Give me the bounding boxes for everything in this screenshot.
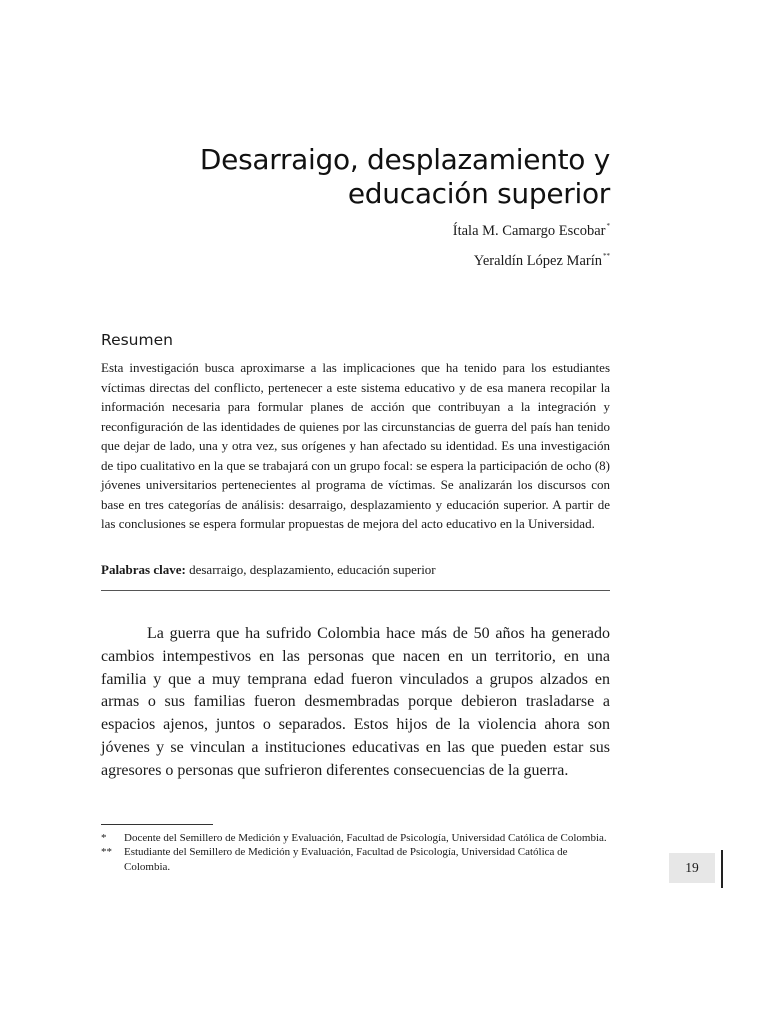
author-name: Yeraldín López Marín: [473, 253, 602, 269]
author-footnote-mark: *: [606, 222, 610, 230]
abstract-heading: Resumen: [101, 331, 173, 349]
abstract-divider: [101, 590, 610, 591]
article-title: [100, 143, 610, 211]
keywords-label: Palabras clave:: [101, 562, 186, 577]
keywords-value: desarraigo, desplazamiento, educación superior: [189, 562, 436, 577]
title-line-1: Desarraigo, desplazamiento y: [199, 143, 610, 176]
footnote-text: Estudiante del Semillero de Medición y Evaluación, Facultad de Psicología, Universidad Católica de Colombia.: [124, 846, 568, 873]
author-footnote-mark: **: [603, 252, 610, 260]
footnote-divider: [101, 824, 213, 825]
title-line-2: educación superior: [347, 177, 610, 210]
author-name: Ítala M. Camargo Escobar: [452, 223, 606, 239]
footnote-text: Docente del Semillero de Medición y Evaluación, Facultad de Psicología, Universidad Católica de Colombia.: [124, 832, 607, 844]
page-number: 19: [669, 853, 715, 883]
footnote-mark: **: [101, 846, 112, 859]
footnote: [101, 831, 610, 845]
body-paragraph: La guerra que ha sufrido Colombia hace más de 50 años ha generado cambios intempestivos en las personas que nacen en un territorio, en una familia y que a muy temprana edad fueron vinculados a grupos alzados en armas o sus familias fueron desmembradas porque debieron trasladarse a espacios ajenos, juntos o separados. Estos hijos de la violencia ahora son jóvenes y se vinculan a instituciones educativas en las que pueden estar sus agresores o personas que sufrieron diferentes consecuencias de la guerra.: [101, 625, 610, 779]
author-line: [300, 214, 610, 244]
abstract-text: Esta investigación busca aproximarse a las implicaciones que ha tenido para los estudiantes víctimas directas del conflicto, pertenecer a este sistema educativo y de esa manera recopilar la información necesaria para formular planes de acción que contribuyan a la integración y reconfiguración de las identidades de quienes por las circunstancias de guerra del país han tenido que dejar de lado, una y otra vez, sus orígenes y han afectado su identidad. Es una investigación de tipo cualitativo en la que se trabajará con un grupo focal: se espera la participación de ocho (8) jóvenes universitarios pertenecientes al programa de víctimas. Se analizarán los discursos con base en tres categorías de análisis: desarraigo, desplazamiento y educación superior. A partir de las conclusiones se espera formular propuestas de mejora del acto educativo en la Universidad.: [101, 360, 610, 531]
author-line: [300, 244, 610, 274]
footnotes: [101, 831, 610, 874]
keywords: [101, 560, 610, 579]
author-list: [300, 214, 610, 274]
page-number-bar: [721, 850, 723, 888]
footnote-mark: *: [101, 832, 107, 844]
footnote: [101, 845, 610, 874]
